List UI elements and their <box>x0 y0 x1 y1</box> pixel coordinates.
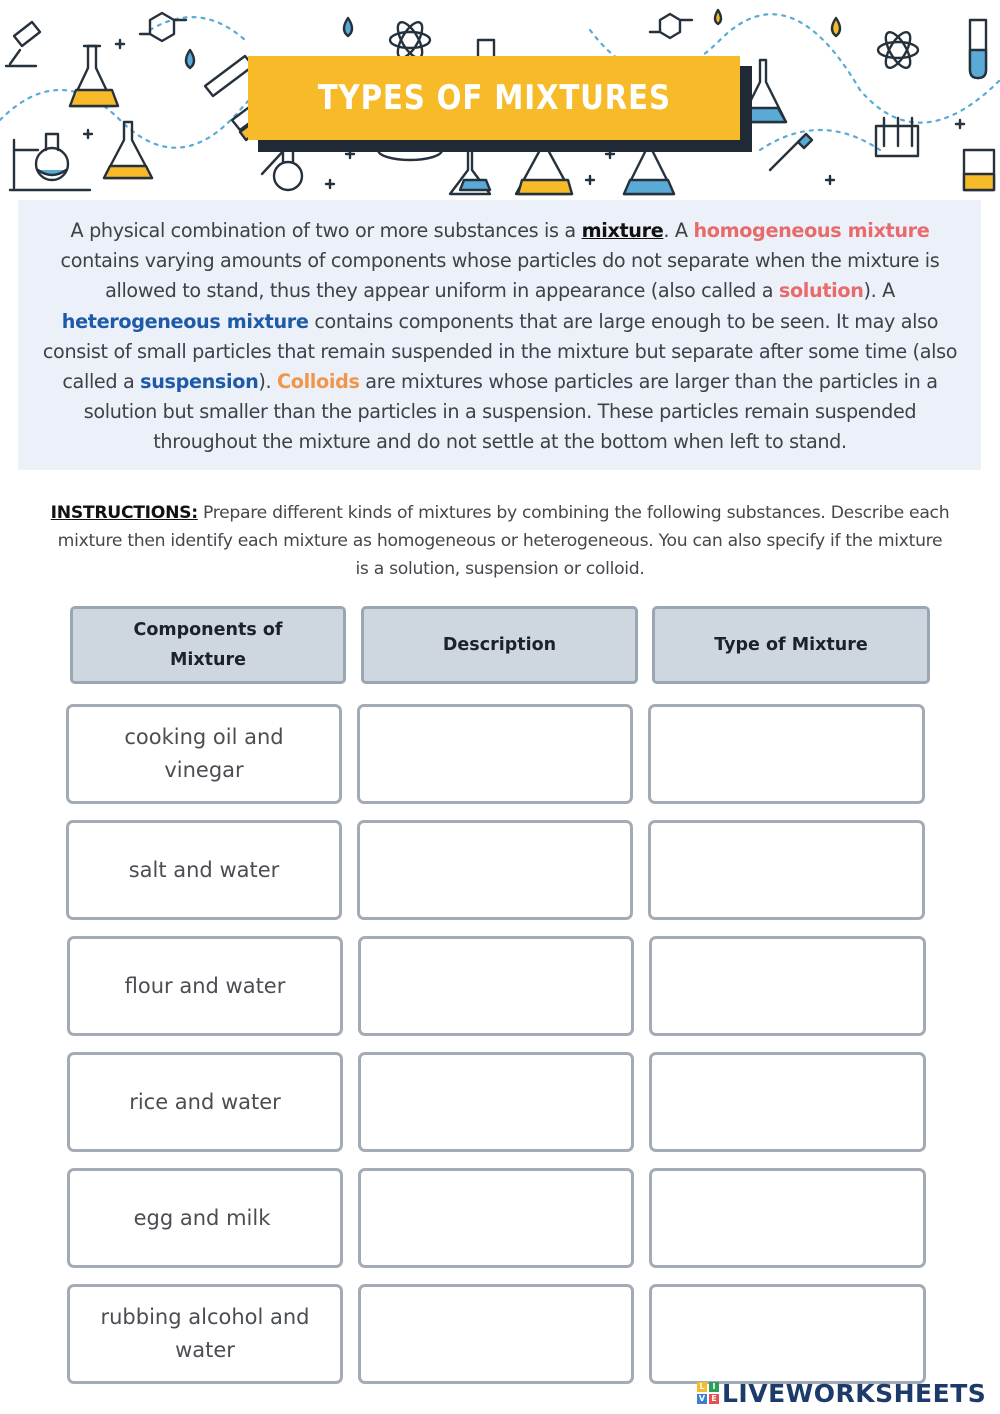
header-description: Description <box>361 606 638 684</box>
intro-text: contains varying amounts of components whose particles do not separate when the mixture is allowed to stand, thus they appear uniform in appearance (also called a <box>60 249 940 303</box>
intro-text: . A <box>663 219 694 242</box>
header-type-of-mixture: Type of Mixture <box>652 606 930 684</box>
components-cell: cooking oil and vinegar <box>66 704 342 804</box>
components-cell: egg and milk <box>67 1168 343 1268</box>
description-answer-box[interactable] <box>358 1284 634 1384</box>
keyword-solution: solution <box>778 279 864 303</box>
components-cell: rice and water <box>67 1052 343 1152</box>
description-answer-box[interactable] <box>357 704 633 804</box>
logo-wordmark: LIVEWORKSHEETS <box>722 1378 987 1408</box>
intro-text: ). A <box>863 279 895 303</box>
logo-letter: I <box>709 1382 719 1392</box>
description-answer-box[interactable] <box>357 820 633 920</box>
intro-text: contains components that are large enough to be seen. It may also consist of small particles that remain suspended in the mixture but separate after some time (also called a <box>42 309 958 394</box>
instructions-body: Prepare different kinds of mixtures by combining the following substances. Describe each mixture then identify each mixture as homogeneous or heterogeneous. You can also specify if the mixture is a solution, suspension or colloid. <box>57 503 950 579</box>
type-answer-box[interactable] <box>648 704 925 804</box>
keyword-suspension: suspension <box>140 370 259 394</box>
keyword-heterogeneous-mixture: heterogeneous mixture <box>61 309 309 333</box>
keyword-colloids: Colloids <box>277 370 360 394</box>
header-components: Components of Mixture <box>70 606 346 684</box>
intro-paragraph <box>42 216 958 458</box>
logo-blocks-icon <box>697 1382 719 1404</box>
description-answer-box[interactable] <box>358 1168 634 1268</box>
components-cell: rubbing alcohol and water <box>67 1284 343 1384</box>
logo-letter: E <box>709 1394 719 1404</box>
instructions-lead: INSTRUCTIONS: <box>50 503 198 523</box>
intro-text: A physical combination of two or more substances is a <box>70 219 582 242</box>
type-answer-box[interactable] <box>649 1052 926 1152</box>
instructions <box>50 499 950 583</box>
liveworksheets-logo <box>697 1376 986 1410</box>
keyword-mixture: mixture <box>581 219 664 242</box>
components-cell: flour and water <box>67 936 343 1036</box>
intro-text: are mixtures whose particles are larger than the particles in a solution but smaller than the particles in a suspension. These particles remain suspended throughout the mixture and do not settle at the bottom when left to stand. <box>83 370 938 454</box>
type-answer-box[interactable] <box>649 1168 926 1268</box>
intro-box <box>18 200 981 470</box>
page-title: TYPES OF MIXTURES <box>317 78 671 118</box>
type-answer-box[interactable] <box>649 1284 926 1384</box>
title-banner <box>248 56 740 140</box>
intro-text: ). <box>258 370 278 394</box>
logo-letter: V <box>698 1394 706 1403</box>
components-cell: salt and water <box>66 820 342 920</box>
keyword-homogeneous-mixture: homogeneous mixture <box>693 219 930 242</box>
logo-letter: L <box>697 1382 707 1392</box>
type-answer-box[interactable] <box>649 936 926 1036</box>
description-answer-box[interactable] <box>358 1052 634 1152</box>
type-answer-box[interactable] <box>648 820 925 920</box>
description-answer-box[interactable] <box>358 936 634 1036</box>
